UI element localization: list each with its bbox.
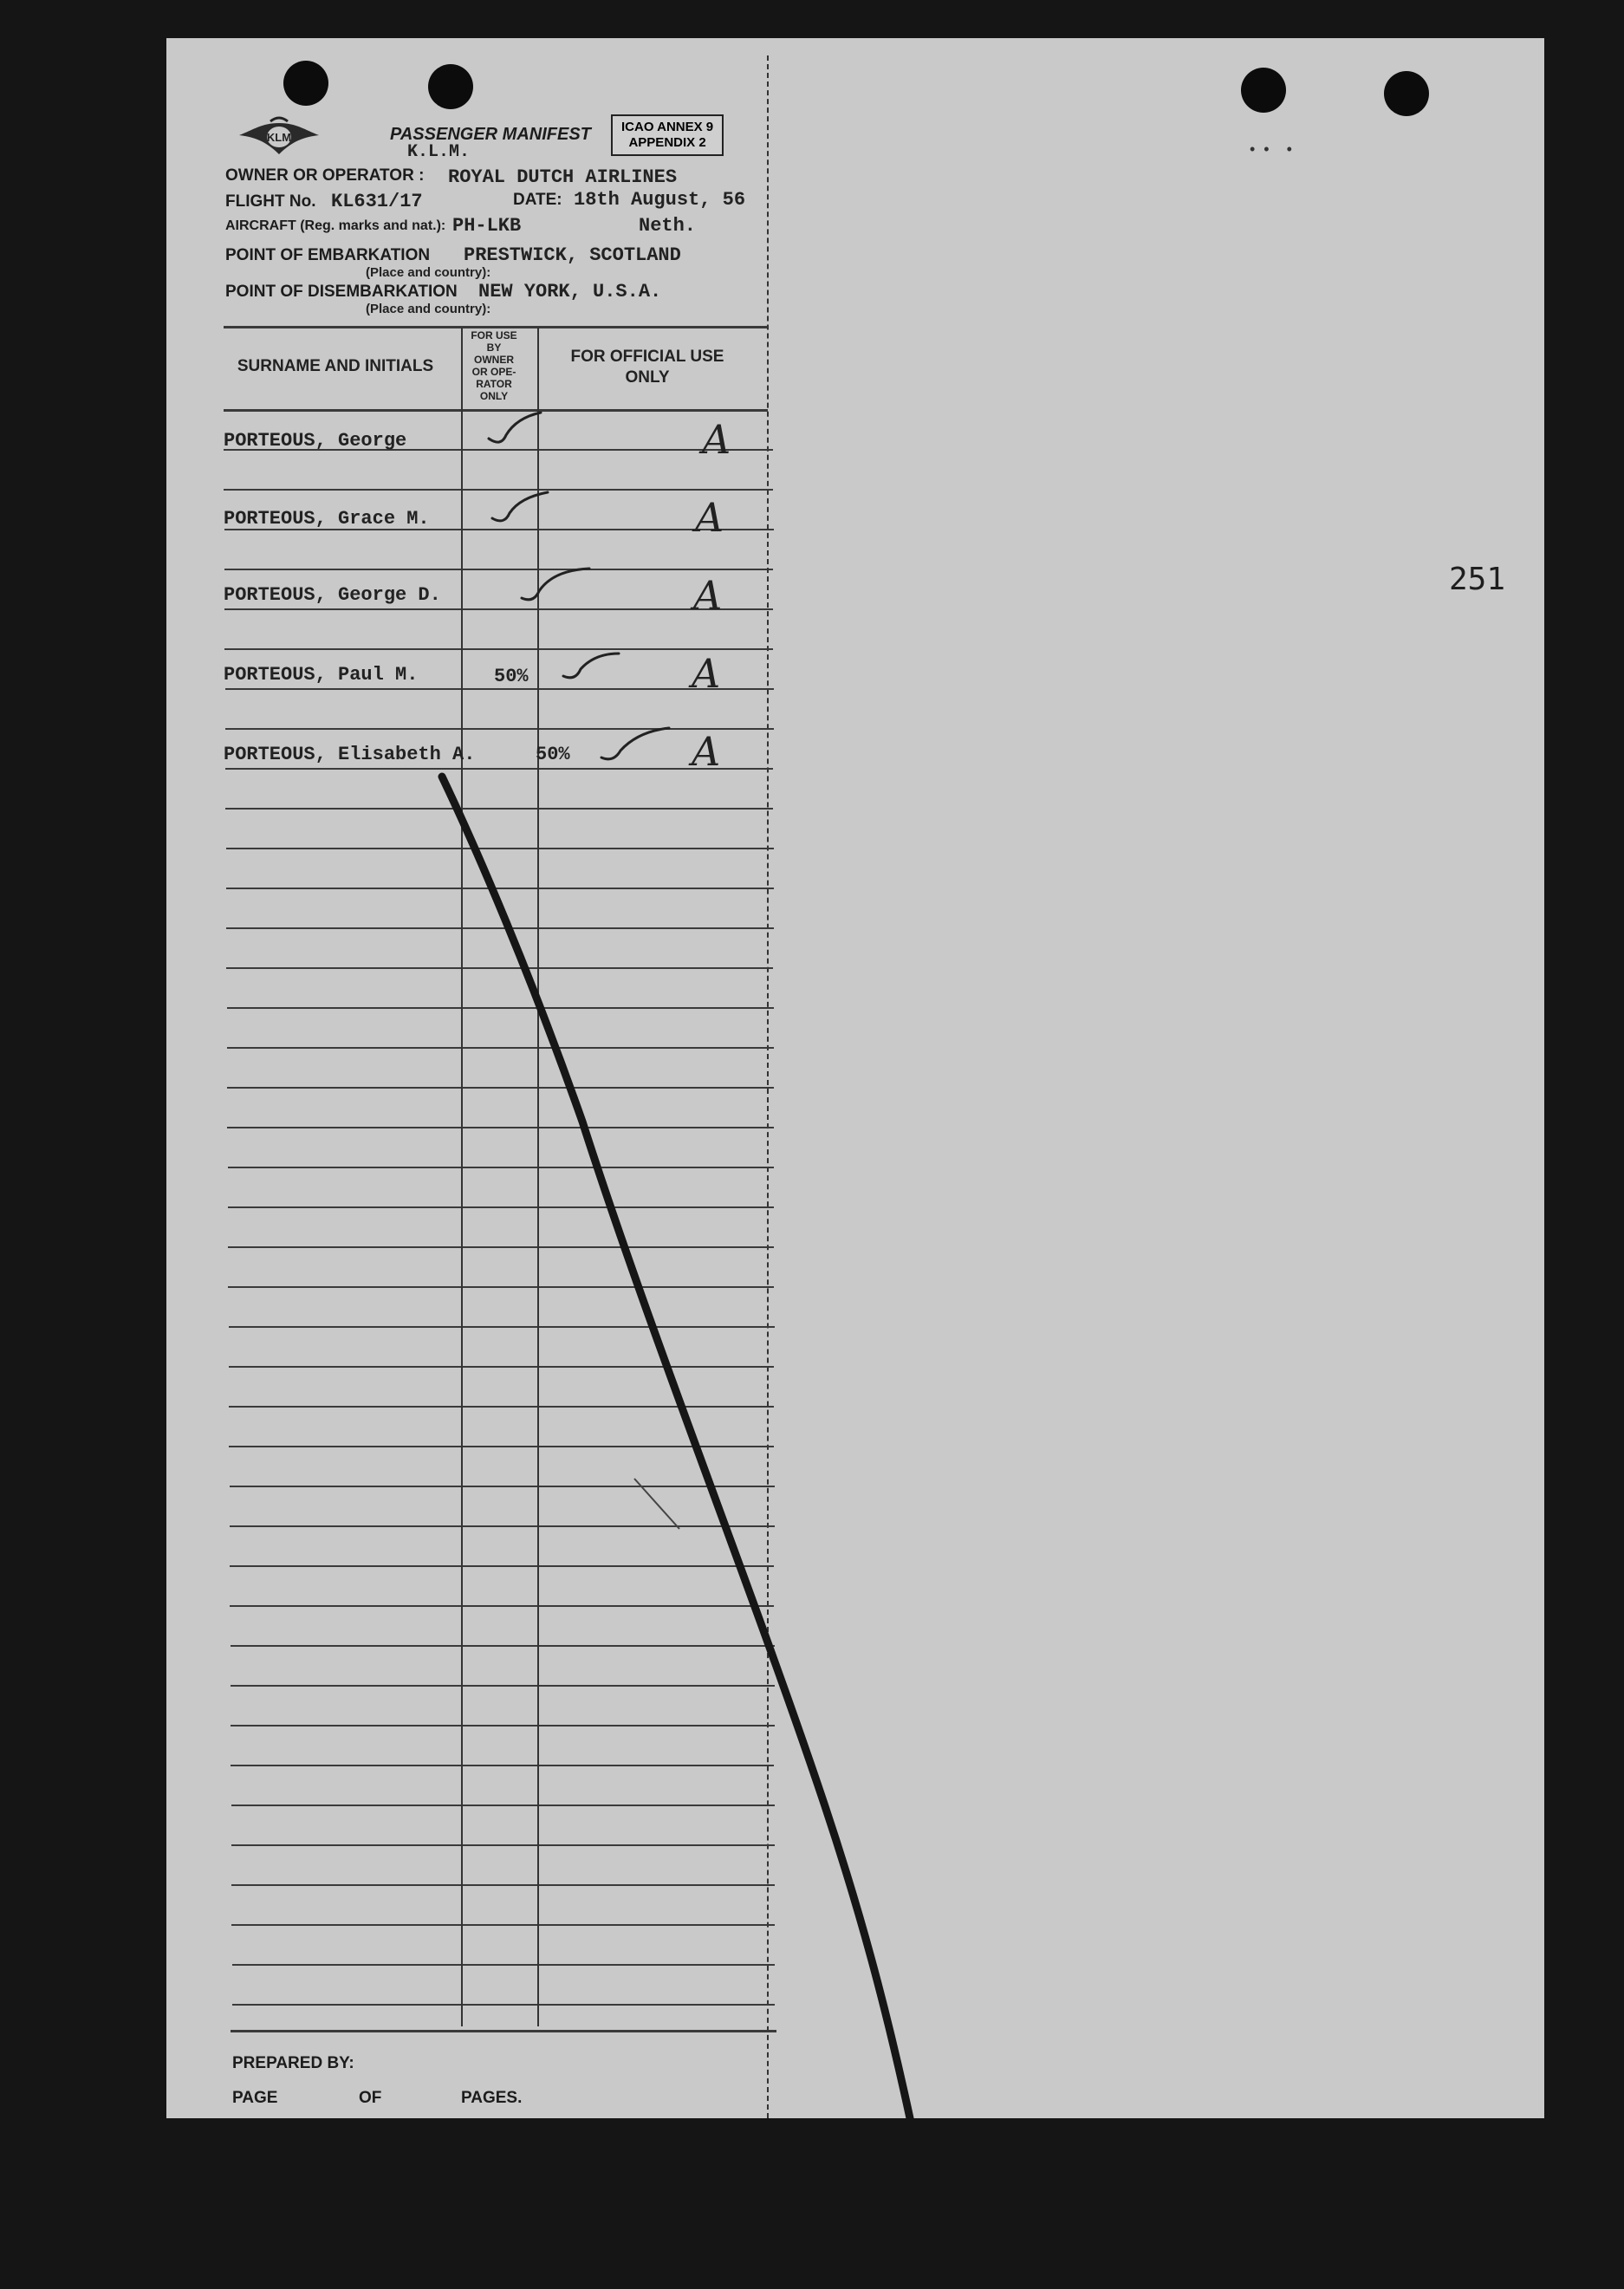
flight-value: KL631/17: [331, 191, 423, 212]
date-label: DATE:: [513, 191, 562, 209]
embark-value: PRESTWICK, SCOTLAND: [464, 244, 681, 266]
aircraft-nat: Neth.: [639, 215, 697, 237]
passenger-name: PORTEOUS, Grace M.: [224, 508, 430, 530]
aircraft-reg: PH-LKB: [452, 215, 522, 237]
col-surname-header: SURNAME AND INITIALS: [237, 357, 434, 375]
owner-label: OWNER OR OPERATOR :: [225, 166, 425, 185]
disembark-sub: (Place and country):: [366, 302, 491, 316]
flight-label: FLIGHT No.: [225, 192, 316, 211]
disembark-label: POINT OF DISEMBARKATION: [225, 283, 458, 301]
annex-line-2: APPENDIX 2: [628, 135, 706, 150]
footer-rule: [231, 2030, 776, 2032]
fare-percent: 50%: [536, 744, 570, 765]
embark-label: POINT OF EMBARKATION: [225, 246, 431, 264]
pages-label: PAGES.: [461, 2089, 523, 2107]
passenger-name: PORTEOUS, Paul M.: [224, 664, 419, 686]
official-mark: A: [692, 728, 721, 775]
owner-abbr: K.L.M.: [407, 142, 471, 162]
official-mark: A: [702, 416, 731, 463]
prepared-by-label: PREPARED BY:: [232, 2054, 354, 2072]
form-title: PASSENGER MANIFEST: [390, 125, 591, 144]
fare-percent: 50%: [494, 666, 529, 687]
check-mark-icon: [489, 413, 669, 759]
manifest-sheet: [166, 38, 1544, 2118]
aircraft-label: AIRCRAFT (Reg. marks and nat.):: [225, 218, 446, 233]
speck-dots: • • •: [1250, 140, 1292, 158]
col-official-header: FOR OFFICIAL USE ONLY: [570, 348, 724, 387]
stray-mark: [634, 1479, 679, 1529]
of-label: OF: [359, 2089, 382, 2107]
passenger-name: PORTEOUS, George D.: [224, 584, 441, 606]
pen-marks: [166, 38, 1544, 2118]
owner-value: ROYAL DUTCH AIRLINES: [448, 166, 678, 188]
official-mark: A: [695, 494, 724, 541]
cancel-stroke: [442, 777, 910, 2118]
svg-text:KLM: KLM: [266, 131, 292, 144]
passenger-name: PORTEOUS, George: [224, 430, 407, 452]
official-mark: A: [692, 650, 721, 697]
embark-sub: (Place and country):: [366, 265, 491, 280]
official-mark: A: [693, 572, 723, 619]
passenger-name: PORTEOUS, Elisabeth A.: [224, 744, 476, 765]
col-owner-header: FOR USE BY OWNER OR OPE- RATOR ONLY: [471, 329, 517, 402]
date-value: 18th August, 56: [574, 189, 746, 211]
page-label: PAGE: [232, 2089, 278, 2107]
disembark-value: NEW YORK, U.S.A.: [478, 281, 662, 302]
page-stamp-number: 251: [1449, 562, 1506, 597]
annex-line-1: ICAO ANNEX 9: [621, 120, 714, 134]
